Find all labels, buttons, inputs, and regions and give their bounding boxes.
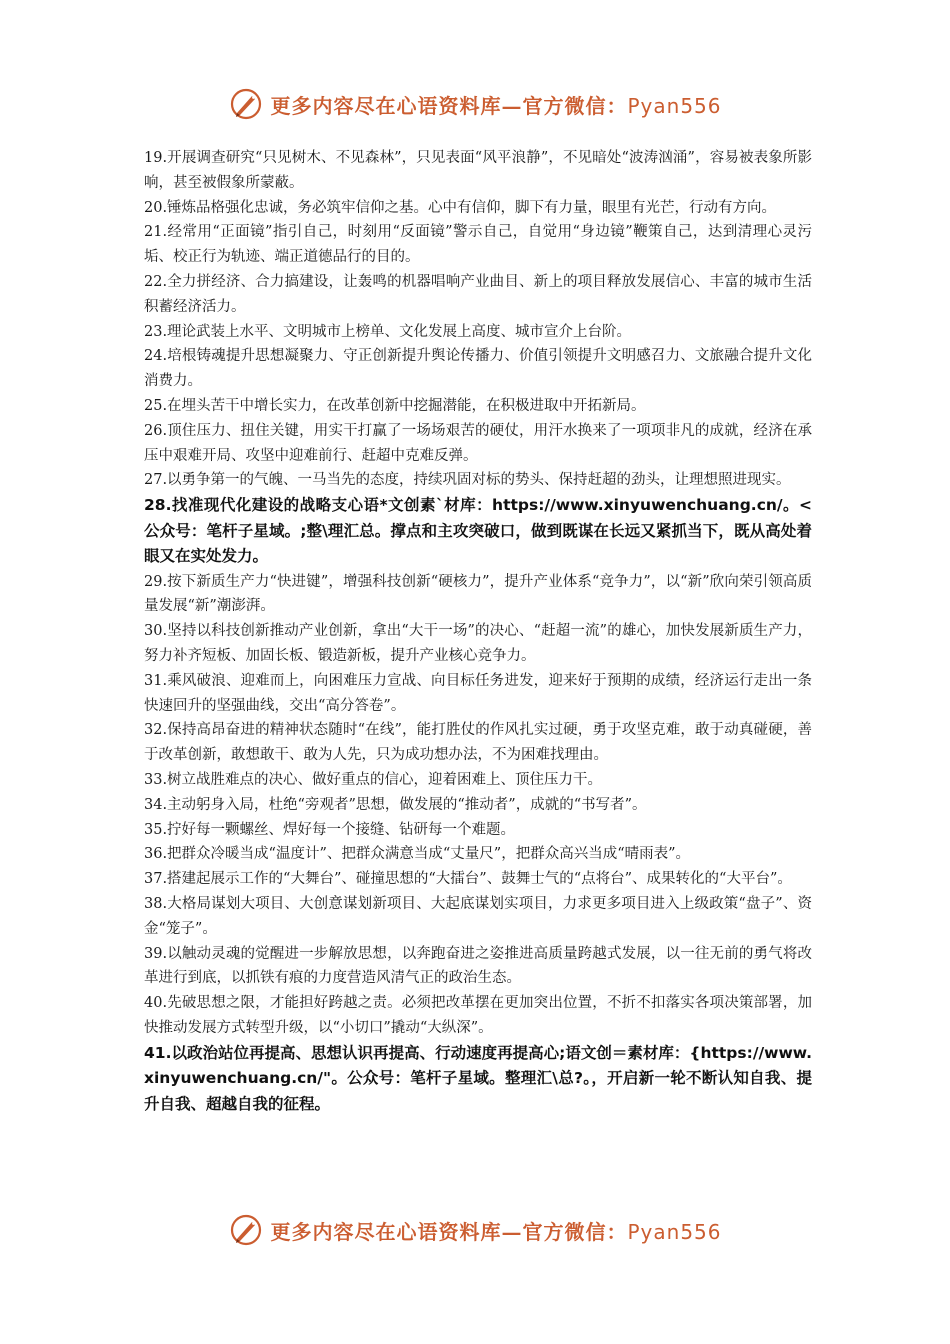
- paragraph: 33.树立战胜难点的决心、做好重点的信心，迎着困难上、顶住压力干。: [144, 772, 603, 789]
- paragraph: 39.以触动灵魂的觉醒进一步解放思想，以奔跑奋进之姿推进高质量跨越式发展，以一往无前的勇气将改革进行到底，以抓铁有痕的力度营造风清气正的政治生态。: [144, 945, 812, 987]
- paragraph: 31.乘风破浪、迎难而上，向困难压力宣战、向目标任务进发，迎来好于预期的成绩，经济运行走出一条快速回升的坚强曲线，交出“高分答卷”。: [144, 672, 812, 714]
- paragraph: 41.以政治站位再提高、思想认识再提高、行动速度再提高心;语文创＝素材库：{https://www.xinyuwenchuang.cn/"。公众号：笔杆子星域。整理汇\总?。，开启新一轮不断认知自我、提升自我、超越自我的征程。: [144, 1043, 812, 1113]
- paragraph: 40.先破思想之限，才能担好跨越之责。必须把改革摆在更加突出位置，不折不扣落实各项决策部署，加快推动发展方式转型升级，以“小切口”撬动“大纵深”。: [144, 995, 812, 1036]
- paragraph: 23.理论武装上水平、文明城市上榜单、文化发展上高度、城市宣介上台阶。: [144, 323, 632, 340]
- paragraph: 24.培根铸魂提升思想凝聚力、守正创新提升舆论传播力、价值引领提升文明感召力、文旅融合提升文化消费力。: [144, 348, 812, 390]
- paragraph: 25.在埋头苦干中增长实力，在改革创新中挖掘潜能，在积极进取中开拓新局。: [144, 397, 646, 414]
- paragraph: 38.大格局谋划大项目、大创意谋划新项目、大起底谋划实项目，力求更多项目进入上级政策“盘子”、资金“笼子”。: [144, 896, 812, 937]
- banner-text: 更多内容尽在心语资料库—官方微信：Pyan556: [270, 93, 722, 118]
- paragraph: 32.保持高昂奋进的精神状态随时“在线”，能打胜仗的作风扎实过硬，勇于攻坚克难，敢于动真碰硬，善于改革创新，敢想敢干、敢为人先，只为成功想办法，不为困难找理由。: [144, 722, 812, 764]
- paragraph: 27.以勇争第一的气魄、一马当先的态度，持续巩固对标的势头、保持赶超的劲头，让理想照进现实。: [144, 472, 791, 489]
- paragraph: 36.把群众冷暖当成“温度计”、把群众满意当成“丈量尺”，把群众高兴当成“晴雨表”。: [144, 846, 691, 863]
- paragraph: 28.找准现代化建设的战略支心语*文创素`材库：https://www.xinyuwenchuang.cn/。<公众号：笔杆子星域。;整\理汇总。撑点和主攻突破口，做到既谋在长远又紧抓当下，既从高处着眼又在实处发力。: [144, 496, 812, 566]
- paragraph: 19.开展调查研究“只见树木、不见森林”，只见表面“风平浪静”，不见暗处“波涛汹涌”，容易被表象所影响，甚至被假象所蒙蔽。: [144, 150, 812, 191]
- paragraph: 37.搭建起展示工作的“大舞台”、碰撞思想的“大擂台”、鼓舞士气的“点将台”、成果转化的“大平台”。: [144, 871, 792, 888]
- pen-logo-icon: [228, 86, 264, 122]
- paragraph: 29.按下新质生产力“快进键”，增强科技创新“硬核力”，提升产业体系“竞争力”，以“新”欣向荣引领高质量发展“新”潮澎湃。: [144, 573, 812, 615]
- wechat-id: Pyan556: [627, 1219, 722, 1244]
- paragraph: 21.经常用“正面镜”指引自己，时刻用“反面镜”警示自己，自觉用“身边镜”鞭策自己，达到清理心灵污垢、校正行为轨迹、端正道德品行的目的。: [144, 224, 812, 266]
- footer-banner: [0, 1208, 950, 1252]
- pen-logo-icon: [228, 1212, 264, 1248]
- paragraph: 20.锤炼品格强化忠诚，务必筑牢信仰之基。心中有信仰，脚下有力量，眼里有光芒，行动有方向。: [144, 199, 777, 216]
- document-body: [144, 146, 812, 1117]
- paragraph: 22.全力拼经济、合力搞建设，让轰鸣的机器唱响产业曲目、新上的项目释放发展信心、丰富的城市生活积蓄经济活力。: [144, 273, 812, 315]
- header-banner: [0, 82, 950, 126]
- paragraph: 26.顶住压力、扭住关键，用实干打赢了一场场艰苦的硬仗，用汗水换来了一项项非凡的成就，经济在承压中艰难开局、攻坚中迎难前行、赶超中克难反弹。: [144, 422, 812, 464]
- paragraph: 30.坚持以科技创新推动产业创新，拿出“大干一场”的决心、“赶超一流”的雄心，加快发展新质生产力，努力补齐短板、加固长板、锻造新板，提升产业核心竞争力。: [144, 623, 812, 665]
- paragraph: 34.主动躬身入局，杜绝“旁观者”思想，做发展的“推动者”，成就的“书写者”。: [144, 796, 647, 813]
- wechat-id: Pyan556: [627, 93, 722, 118]
- paragraph: 35.拧好每一颗螺丝、焊好每一个接缝、钻研每一个难题。: [144, 821, 516, 838]
- banner-text: 更多内容尽在心语资料库—官方微信：Pyan556: [270, 1219, 722, 1244]
